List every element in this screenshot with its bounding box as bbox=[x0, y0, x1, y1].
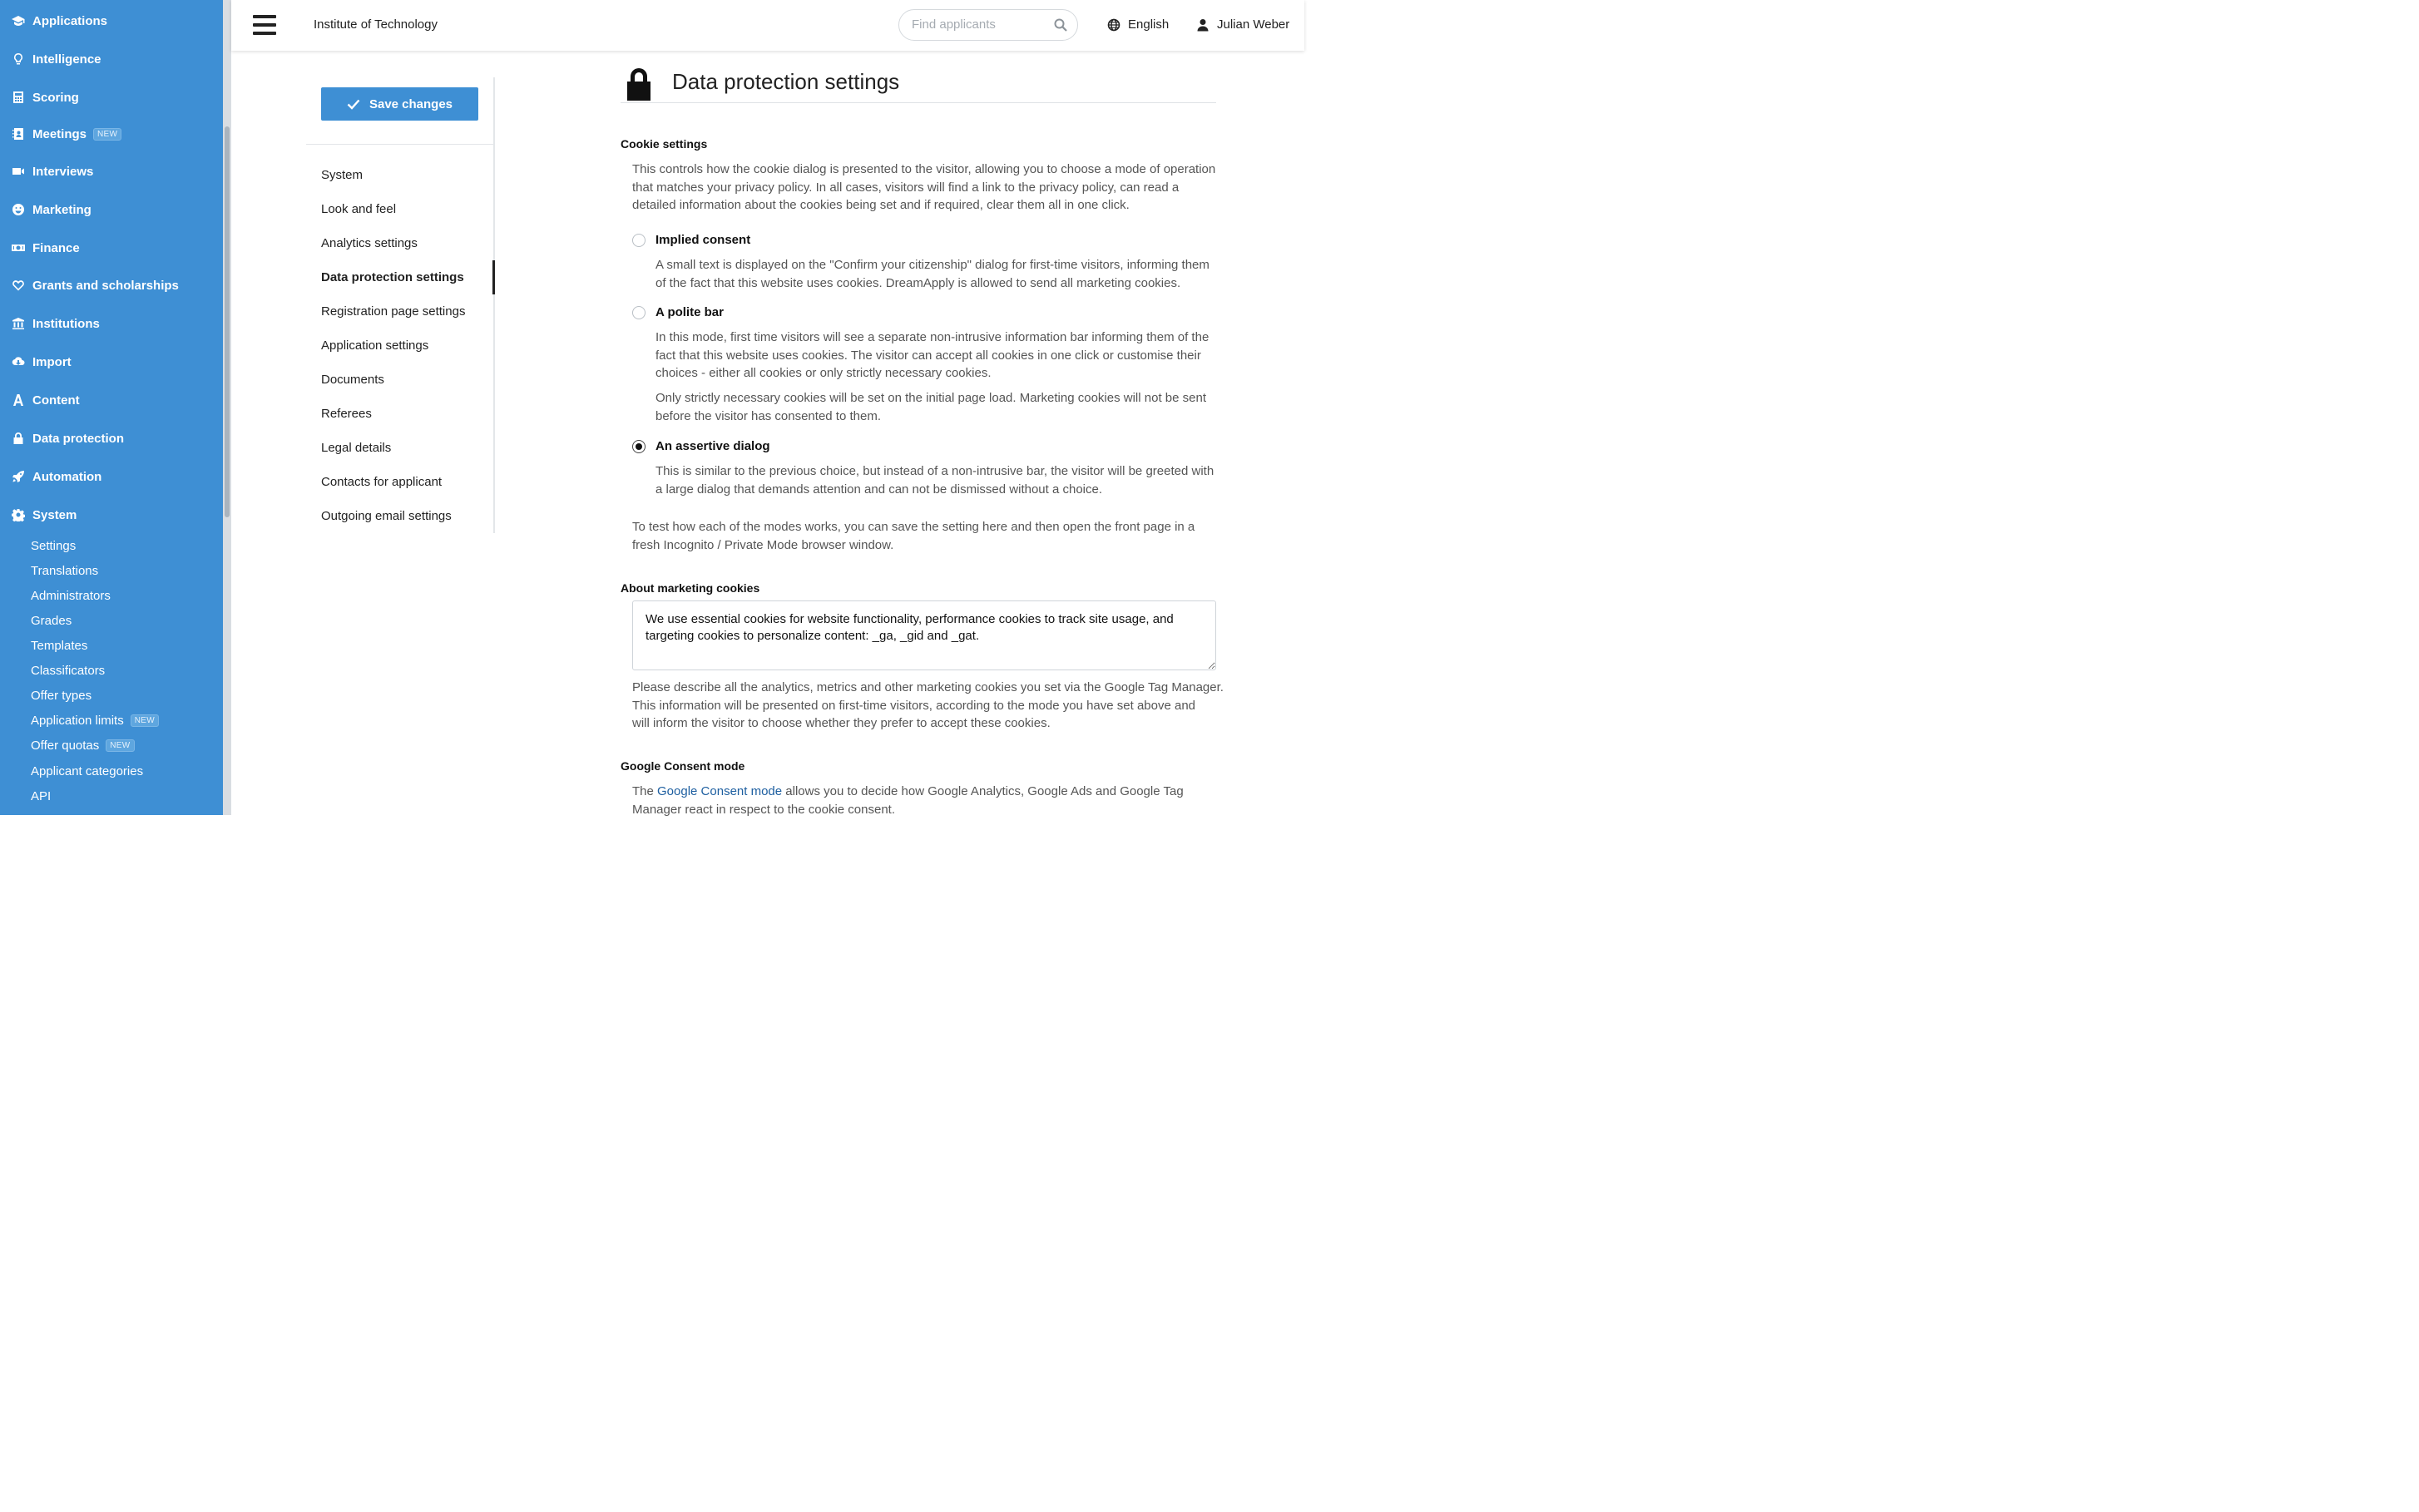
marketing-cookies-help: Please describe all the analytics, metrics and other marketing cookies you set via the Google Tag Manager. This information will be presented on first-time visitors, according to the mode you have set above and will inform the visitor to choose whether they prefer to accept these cookies. bbox=[632, 680, 1224, 730]
save-changes-label: Save changes bbox=[369, 96, 453, 111]
polite-bar-extra-description: Only strictly necessary cookies will be set on the initial page load. Marketing cookies will not be sent before the visitor has consented to them. bbox=[655, 391, 1206, 423]
sidebar-subitem-label: Application limits bbox=[31, 714, 124, 728]
scrollbar-thumb[interactable] bbox=[225, 126, 230, 517]
sidebar-subitem-offer-types[interactable]: Offer types bbox=[31, 689, 92, 703]
assertive-dialog-description: This is similar to the previous choice, but instead of a non-intrusive bar, the visitor will be greeted with a large dialog that demands attention and can not be dismissed without a choice. bbox=[655, 464, 1214, 497]
money-icon bbox=[10, 240, 27, 255]
video-camera-icon bbox=[10, 164, 27, 179]
sidebar-item-label: Applications bbox=[32, 13, 108, 28]
cloud-download-icon bbox=[10, 354, 27, 369]
settings-nav-referees[interactable]: Referees bbox=[321, 407, 372, 421]
new-badge: NEW bbox=[106, 739, 134, 752]
sidebar-item-interviews[interactable] bbox=[10, 161, 93, 181]
sidebar bbox=[0, 0, 223, 815]
sidebar-item-scoring[interactable] bbox=[10, 87, 79, 107]
sidebar-subitem-classificators[interactable]: Classificators bbox=[31, 664, 106, 678]
new-badge: NEW bbox=[93, 128, 121, 141]
settings-nav-analytics-settings[interactable]: Analytics settings bbox=[321, 236, 418, 250]
marketing-cookies-label: About marketing cookies bbox=[621, 581, 760, 595]
sidebar-item-finance[interactable] bbox=[10, 238, 80, 258]
user-name: Julian Weber bbox=[1217, 17, 1290, 32]
polite-bar-label[interactable]: A polite bar bbox=[655, 305, 724, 319]
sidebar-item-grants[interactable] bbox=[10, 275, 179, 295]
sidebar-item-label: Grants and scholarships bbox=[32, 278, 179, 293]
calculator-icon bbox=[10, 90, 27, 105]
polite-bar-description: In this mode, first time visitors will see a separate non-intrusive information bar informing them of the fact that this website uses cookies. The visitor can accept all cookies in one click or customise their choices - either all cookies or only strictly necessary cookies. bbox=[655, 330, 1210, 380]
sidebar-subitem-translations[interactable]: Translations bbox=[31, 564, 99, 578]
settings-nav-registration-page-settings[interactable]: Registration page settings bbox=[321, 304, 466, 319]
sidebar-subitem-applicant-categories[interactable]: Applicant categories bbox=[31, 764, 144, 778]
sidebar-item-system[interactable] bbox=[10, 505, 77, 525]
settings-nav-look-and-feel[interactable]: Look and feel bbox=[321, 202, 397, 216]
page-title: Data protection settings bbox=[672, 69, 900, 94]
sidebar-scrollbar[interactable] bbox=[223, 0, 231, 815]
smiley-icon bbox=[10, 202, 27, 217]
implied-consent-description: A small text is displayed on the "Confirm your citizenship" dialog for first-time visitors, informing them of the fact that this website uses cookies. DreamApply is allowed to send all marketing cookies. bbox=[655, 258, 1210, 290]
settings-nav-application-settings[interactable]: Application settings bbox=[321, 338, 429, 353]
sidebar-item-meetings[interactable] bbox=[10, 124, 121, 144]
settings-nav-system[interactable]: System bbox=[321, 168, 364, 182]
top-bar bbox=[231, 0, 1304, 51]
cookie-settings-label: Cookie settings bbox=[621, 137, 708, 151]
rocket-icon bbox=[10, 469, 27, 484]
settings-nav-data-protection-settings[interactable]: Data protection settings bbox=[321, 270, 464, 284]
heart-icon bbox=[10, 278, 27, 293]
sidebar-item-label: System bbox=[32, 507, 77, 522]
sidebar-subitem-application-limits[interactable] bbox=[31, 714, 159, 728]
sidebar-item-content[interactable] bbox=[10, 390, 80, 410]
sidebar-item-label: Meetings bbox=[32, 126, 87, 141]
gear-icon bbox=[10, 507, 27, 522]
organization-title: Institute of Technology bbox=[314, 17, 438, 32]
settings-nav-outgoing-email-settings[interactable]: Outgoing email settings bbox=[321, 509, 452, 523]
sidebar-subitem-settings[interactable]: Settings bbox=[31, 539, 77, 553]
google-consent-mode-link[interactable]: Google Consent mode bbox=[657, 784, 783, 798]
institution-icon bbox=[10, 316, 27, 331]
lock-icon bbox=[10, 431, 27, 446]
google-consent-mode-label: Google Consent mode bbox=[621, 759, 745, 773]
search-box[interactable] bbox=[898, 9, 1078, 41]
sidebar-subitem-label: Offer quotas bbox=[31, 739, 100, 753]
lightbulb-icon bbox=[10, 52, 27, 67]
implied-consent-label[interactable]: Implied consent bbox=[655, 233, 751, 247]
sidebar-subitem-api[interactable]: API bbox=[31, 789, 52, 803]
settings-nav-active-indicator bbox=[492, 260, 495, 294]
sidebar-item-automation[interactable] bbox=[10, 467, 101, 487]
sidebar-item-data-protection[interactable] bbox=[10, 428, 124, 448]
cookie-settings-intro: This controls how the cookie dialog is presented to the visitor, allowing you to choose a mode of operation that matches your privacy policy. In all cases, visitors will find a link to the privacy policy, can read a detailed information about the cookies being set and if required, clear them all in one click. bbox=[632, 162, 1216, 212]
lock-icon bbox=[624, 67, 654, 101]
assertive-dialog-label[interactable]: An assertive dialog bbox=[655, 439, 770, 453]
contact-book-icon bbox=[10, 126, 27, 141]
graduation-cap-icon bbox=[10, 13, 27, 28]
settings-nav-legal-details[interactable]: Legal details bbox=[321, 441, 392, 455]
assertive-dialog-radio[interactable] bbox=[632, 440, 646, 453]
sidebar-item-label: Interviews bbox=[32, 164, 94, 179]
search-input[interactable] bbox=[912, 17, 1045, 32]
search-icon[interactable] bbox=[1054, 18, 1067, 32]
checkmark-icon bbox=[347, 97, 360, 111]
new-badge: NEW bbox=[131, 714, 159, 727]
sidebar-item-institutions[interactable] bbox=[10, 314, 100, 334]
sidebar-item-label: Scoring bbox=[32, 90, 79, 105]
marketing-cookies-textarea[interactable] bbox=[632, 600, 1216, 670]
language-label: English bbox=[1128, 17, 1170, 32]
sidebar-subitem-offer-quotas[interactable] bbox=[31, 739, 135, 753]
sidebar-item-label: Content bbox=[32, 393, 80, 408]
page-header bbox=[621, 65, 1216, 103]
sidebar-item-label: Institutions bbox=[32, 316, 100, 331]
polite-bar-radio[interactable] bbox=[632, 306, 646, 319]
sidebar-item-label: Marketing bbox=[32, 202, 92, 217]
language-selector[interactable] bbox=[1107, 17, 1169, 32]
user-icon bbox=[1196, 18, 1210, 32]
hamburger-menu-icon[interactable] bbox=[253, 15, 276, 35]
sidebar-subitem-grades[interactable]: Grades bbox=[31, 614, 72, 628]
sidebar-subitem-templates[interactable]: Templates bbox=[31, 639, 88, 653]
sidebar-subitem-administrators[interactable]: Administrators bbox=[31, 589, 111, 603]
sidebar-item-label: Data protection bbox=[32, 431, 125, 446]
sidebar-item-label: Intelligence bbox=[32, 52, 101, 67]
save-changes-button[interactable] bbox=[321, 87, 478, 121]
settings-nav-documents[interactable]: Documents bbox=[321, 373, 384, 387]
settings-nav-divider bbox=[306, 144, 493, 145]
sidebar-item-label: Import bbox=[32, 354, 72, 369]
sidebar-item-import[interactable] bbox=[10, 352, 72, 372]
google-consent-mode-description: The Google Consent mode allows you to decide how Google Analytics, Google Ads and Google Tag Manager react in respect to the cookie consent. bbox=[632, 784, 1184, 817]
font-a-icon bbox=[10, 393, 27, 408]
implied-consent-radio[interactable] bbox=[632, 234, 646, 247]
sidebar-item-marketing[interactable] bbox=[10, 200, 92, 220]
sidebar-item-label: Finance bbox=[32, 240, 80, 255]
sidebar-item-intelligence[interactable] bbox=[10, 49, 101, 69]
cookie-test-hint: To test how each of the modes works, you can save the setting here and then open the front page in a fresh Incognito / Private Mode browser window. bbox=[632, 520, 1195, 552]
sidebar-item-label: Automation bbox=[32, 469, 102, 484]
user-menu[interactable] bbox=[1196, 17, 1289, 32]
globe-icon bbox=[1107, 18, 1120, 32]
sidebar-item-applications[interactable] bbox=[10, 11, 107, 31]
settings-nav-contacts-for-applicant[interactable]: Contacts for applicant bbox=[321, 475, 443, 489]
settings-nav-rail bbox=[493, 77, 495, 533]
